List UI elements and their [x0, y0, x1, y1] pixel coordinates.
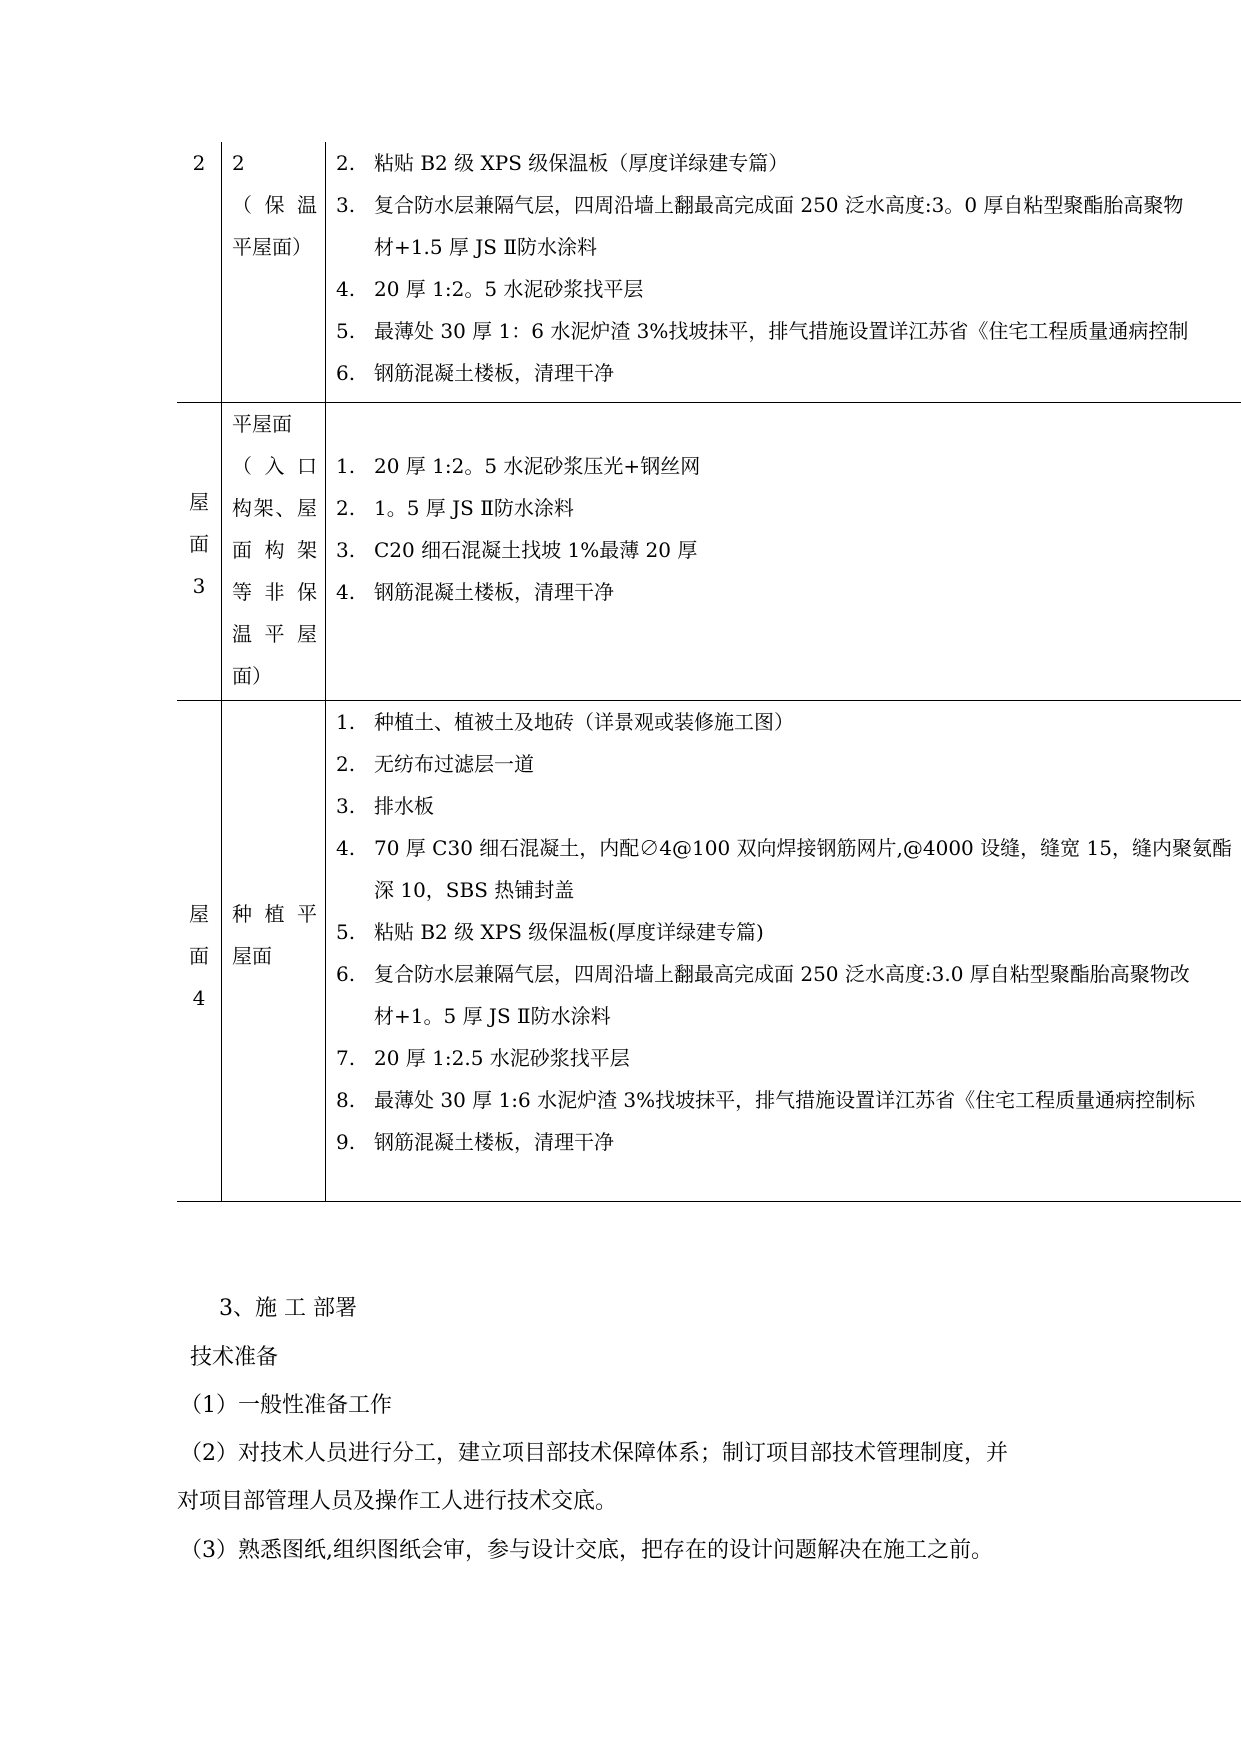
roof-type-line: 平屋面） — [232, 235, 312, 259]
list-item: 3. 排水板 — [336, 794, 434, 818]
construction-steps-cell — [326, 701, 1241, 1202]
list-item: 7. 20 厚 1:2.5 水泥砂浆找平层 — [336, 1046, 630, 1070]
list-item: 4. 钢筋混凝土楼板，清理干净 — [336, 580, 614, 604]
roof-type-line: 平屋面 — [232, 412, 292, 436]
section-heading: 3、施 工 部署 — [219, 1296, 357, 1321]
roof-spec-table — [177, 142, 1241, 1202]
roof-type-line: （保温 — [232, 193, 317, 217]
row-label-char: 面 — [189, 532, 209, 556]
list-item: 3. C20 细石混凝土找坡 1%最薄 20 厚 — [336, 538, 698, 562]
list-item-continuation: 材+1.5 厚 JS Ⅱ防水涂料 — [374, 235, 597, 259]
roof-type-line: 面） — [232, 664, 272, 688]
roof-type-cell — [222, 142, 326, 403]
row-label-char: 屋 — [189, 490, 209, 514]
paragraph: （2）对技术人员进行分工，建立项目部技术保障体系；制订项目部技术管理制度，并 — [180, 1441, 1008, 1466]
construction-steps-cell — [326, 142, 1241, 403]
construction-steps-cell — [326, 403, 1241, 701]
paragraph: （3）熟悉图纸,组织图纸会审，参与设计交底，把存在的设计问题解决在施工之前。 — [180, 1538, 993, 1563]
row-number: 2 — [192, 151, 206, 175]
row-label-cell — [177, 701, 222, 1202]
roof-type-line: 构架、屋 — [232, 496, 317, 520]
roof-type-line: 种植平 — [232, 902, 317, 926]
section-subheading: 技术准备 — [190, 1345, 279, 1370]
list-item: 1. 种植土、植被土及地砖（详景观或装修施工图） — [336, 710, 794, 734]
list-item-continuation: 材+1。5 厚 JS Ⅱ防水涂料 — [374, 1004, 611, 1028]
list-item: 2. 粘贴 B2 级 XPS 级保温板（厚度详绿建专篇） — [336, 151, 789, 175]
row-number-cell — [177, 142, 222, 403]
roof-type-line: 屋面 — [232, 944, 272, 968]
list-item: 4. 70 厚 C30 细石混凝土，内配∅4@100 双向焊接钢筋网片,@4000 设缝，缝宽 15，缝内聚氨酯 — [336, 836, 1232, 860]
list-item: 8. 最薄处 30 厚 1:6 水泥炉渣 3%找坡抹平，排气措施设置详江苏省《住宅工程质量通病控制标 — [336, 1088, 1196, 1112]
row-label-cell — [177, 403, 222, 701]
list-item: 6. 钢筋混凝土楼板，清理干净 — [336, 361, 614, 385]
roof-type-line: 2 — [232, 151, 245, 175]
paragraph: 对项目部管理人员及操作工人进行技术交底。 — [177, 1489, 618, 1514]
list-item: 3. 复合防水层兼隔气层，四周沿墙上翻最高完成面 250 泛水高度:3。0 厚自粘型聚酯胎高聚物 — [336, 193, 1184, 217]
list-item: 4. 20 厚 1:2。5 水泥砂浆找平层 — [336, 277, 644, 301]
list-item: 2. 1。5 厚 JS Ⅱ防水涂料 — [336, 496, 574, 520]
list-item-continuation: 深 10，SBS 热铺封盖 — [374, 878, 575, 902]
construction-steps-list — [326, 701, 1241, 1201]
roof-type-line: 面构架 — [232, 538, 317, 562]
construction-steps-list — [326, 142, 1241, 402]
roof-type-cell — [222, 701, 326, 1202]
list-item: 5. 最薄处 30 厚 1：6 水泥炉渣 3%找坡抹平，排气措施设置详江苏省《住宅工程质量通病控制 — [336, 319, 1189, 343]
list-item: 1. 20 厚 1:2。5 水泥砂浆压光+钢丝网 — [336, 454, 701, 478]
row-label-char: 屋 — [189, 902, 209, 926]
roof-type-line: 等非保 — [232, 580, 317, 604]
table-row — [177, 142, 1241, 403]
roof-type-cell — [222, 403, 326, 701]
list-item: 9. 钢筋混凝土楼板，清理干净 — [336, 1130, 614, 1154]
construction-steps-list — [326, 403, 1241, 655]
paragraph: （1）一般性准备工作 — [180, 1393, 392, 1418]
table-row — [177, 701, 1241, 1202]
row-label-char: 3 — [192, 574, 206, 598]
list-item: 5. 粘贴 B2 级 XPS 级保温板(厚度详绿建专篇) — [336, 920, 764, 944]
row-label-char: 4 — [192, 986, 206, 1010]
roof-type-line: 温平屋 — [232, 622, 317, 646]
table-row — [177, 403, 1241, 701]
list-item: 6. 复合防水层兼隔气层，四周沿墙上翻最高完成面 250 泛水高度:3.0 厚自粘型聚酯胎高聚物改 — [336, 962, 1190, 986]
roof-type-line: （入口 — [232, 454, 317, 478]
list-item: 2. 无纺布过滤层一道 — [336, 752, 534, 776]
row-label-char: 面 — [189, 944, 209, 968]
